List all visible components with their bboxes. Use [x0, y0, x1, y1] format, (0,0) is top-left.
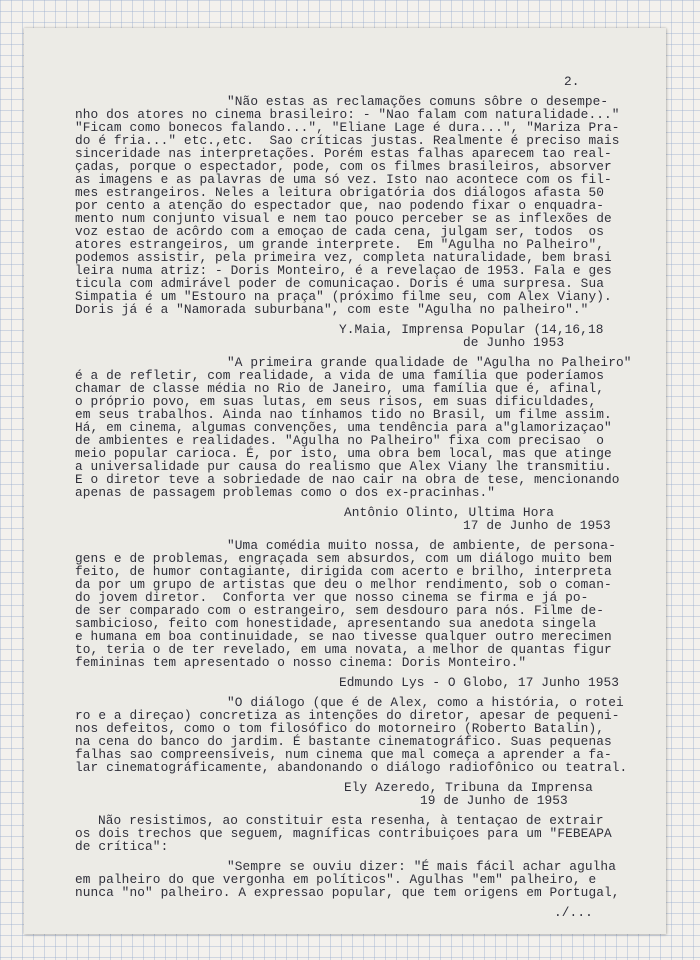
attribution-line: Edmundo Lys - O Globo, 17 Junho 1953 — [339, 675, 620, 690]
quote-line: podemos assistir, pela primeira vez, completa naturalidade, bem brasi — [75, 250, 612, 265]
quote-line: falhas sao compreensíveis, num cinema que mal começa a aprender a fa- — [75, 747, 612, 762]
typed-page — [24, 28, 666, 934]
quote-line: leira numa atriz: - Doris Monteiro, é a revelaçao de 1953. Fala e ges — [75, 263, 612, 278]
quote-line: do jovem diretor. Conforta ver que nosso cinema se firma e já po- — [75, 590, 589, 605]
page-number: 2. — [564, 74, 580, 89]
quote-line: çadas, porque o espectador, pode, com os filmes brasileiros, absorver — [75, 159, 612, 174]
paragraph-line: de crítica": — [75, 839, 169, 854]
quote-line: as imagens e as palavras de uma só vez. Isto nao acontece com os fil- — [75, 172, 612, 187]
quote-line: "Não estas as reclamações comuns sôbre o desempe- — [227, 94, 609, 109]
quote-line: chamar de classe média no Rio de Janeiro, uma família que é, afinal, — [75, 381, 604, 396]
quote-line: nunca "no" palheiro. A expressao popular, que tem origens em Portugal, — [75, 885, 620, 900]
quote-line: ticula com admirável poder de comunicaçao. Doris é uma surpresa. Sua — [75, 276, 604, 291]
quote-line: Há, em cinema, algumas convenções, uma tendência para a"glamorizaçao" — [75, 420, 612, 435]
quote-line: nho dos atores no cinema brasileiro: - "Nao falam com naturalidade..." — [75, 107, 620, 122]
quote-line: em seus trabalhos. Ainda nao tínhamos tido no Brasil, um filme assim. — [75, 407, 612, 422]
paragraph-line: os dois trechos que seguem, magníficas contribuiçoes para um "FEBEAPA — [75, 826, 612, 841]
quote-line: ro e a direçao) concretiza as intenções do diretor, apesar de pequeni- — [75, 708, 620, 723]
quote-line: apenas de passagem problemas como o dos ex-pracinhas." — [75, 485, 496, 500]
quote-line: sambicioso, feito com honestidade, apresentando sua anedota singela — [75, 616, 597, 631]
quote-line: "Ficam como bonecos falando...", "Eliane Lage é dura...", "Mariza Pra- — [75, 120, 620, 135]
quote-line: feito, de humor contagiante, dirigida com acerto e brilho, interpreta — [75, 564, 612, 579]
quote-line: lar cinematográficamente, abandonando o diálogo radiofônico ou teatral. — [75, 760, 628, 775]
quote-line: a universalidade pur causa do realismo que Alex Viany lhe transmitiu. — [75, 459, 612, 474]
quote-line: e humana em boa continuidade, se nao tivesse qualquer outro merecimen — [75, 629, 612, 644]
quote-line: "O diálogo (que é de Alex, como a história, o rotei — [227, 695, 624, 710]
quote-line: E o diretor teve a sobriedade de nao cair na obra de tese, mencionando — [75, 472, 620, 487]
quote-line: Doris já é a "Namorada suburbana", com este "Agulha no palheiro"." — [75, 302, 589, 317]
attribution-line: Y.Maia, Imprensa Popular (14,16,18 — [339, 322, 604, 337]
quote-line: sinceridade nas interpretações. Porém estas falhas aparecem tao real- — [75, 146, 612, 161]
attribution-line: 17 de Junho de 1953 — [463, 518, 611, 533]
quote-line: de ser comparado com o estrangeiro, sem desdouro para nós. Filme de- — [75, 603, 604, 618]
quote-line: da por um grupo de artistas que deu o melhor rendimento, sob o coman- — [75, 577, 612, 592]
quote-line: é a de refletir, com realidade, a vida de uma família que poderíamos — [75, 368, 604, 383]
quote-line: atores estrangeiros, um grande interprete. Em "Agulha no Palheiro", — [75, 237, 604, 252]
quote-line: nos defeitos, como o tom filosófico do motorneiro (Roberto Batalin), — [75, 721, 604, 736]
quote-line: voz estao de acôrdo com a emoçao de cada cena, julgam ser, todos os — [75, 224, 604, 239]
attribution-line: Antônio Olinto, Ultima Hora — [344, 505, 555, 520]
quote-line: gens e de problemas, engraçada sem absurdos, com um diálogo muito bem — [75, 551, 612, 566]
quote-line: na cena do banco do jardim. É bastante cinematográfico. Suas pequenas — [75, 734, 612, 749]
quote-line: meio popular carioca. É, por isto, uma obra bem local, mas que atinge — [75, 446, 612, 461]
quote-line: mes estrangeiros. Neles a leitura obrigatória dos diálogos afasta 50 — [75, 185, 604, 200]
quote-line: femininas tem apresentado o nosso cinema: Doris Monteiro." — [75, 655, 527, 670]
quote-line: por cento a atenção do espectador que, nao podendo fixar o enquadra- — [75, 198, 604, 213]
quote-line: Simpatia é um "Estouro na praça" (próximo filme seu, com Alex Viany). — [75, 289, 612, 304]
continuation-mark: ./... — [554, 905, 593, 920]
quote-line: do é fria..." etc.,etc. Sao críticas justas. Realmente é preciso mais — [75, 133, 620, 148]
quote-line: "Sempre se ouviu dizer: "É mais fácil achar agulha — [227, 859, 616, 874]
quote-line: "A primeira grande qualidade de "Agulha no Palheiro" — [227, 355, 632, 370]
attribution-line: Ely Azeredo, Tribuna da Imprensa — [344, 780, 593, 795]
paragraph-line: Não resistimos, ao constituir esta resenha, à tentaçao de extrair — [98, 813, 604, 828]
attribution-line: 19 de Junho de 1953 — [420, 793, 568, 808]
attribution-line: de Junho 1953 — [463, 335, 565, 350]
quote-line: to, teria o de ter revelado, em uma novata, a melhor de quantas figur — [75, 642, 612, 657]
quote-line: o próprio povo, em suas lutas, em seus risos, em suas dificuldades, — [75, 394, 597, 409]
quote-line: de ambientes e realidades. "Agulha no Palheiro" fixa com precisao o — [75, 433, 604, 448]
quote-line: em palheiro do que vergonha em políticos". Agulhas "em" palheiro, e — [75, 872, 597, 887]
quote-line: mento num conjunto visual e nem tao pouco perceber se as inflexões de — [75, 211, 612, 226]
quote-line: "Uma comédia muito nossa, de ambiente, de persona- — [227, 538, 616, 553]
